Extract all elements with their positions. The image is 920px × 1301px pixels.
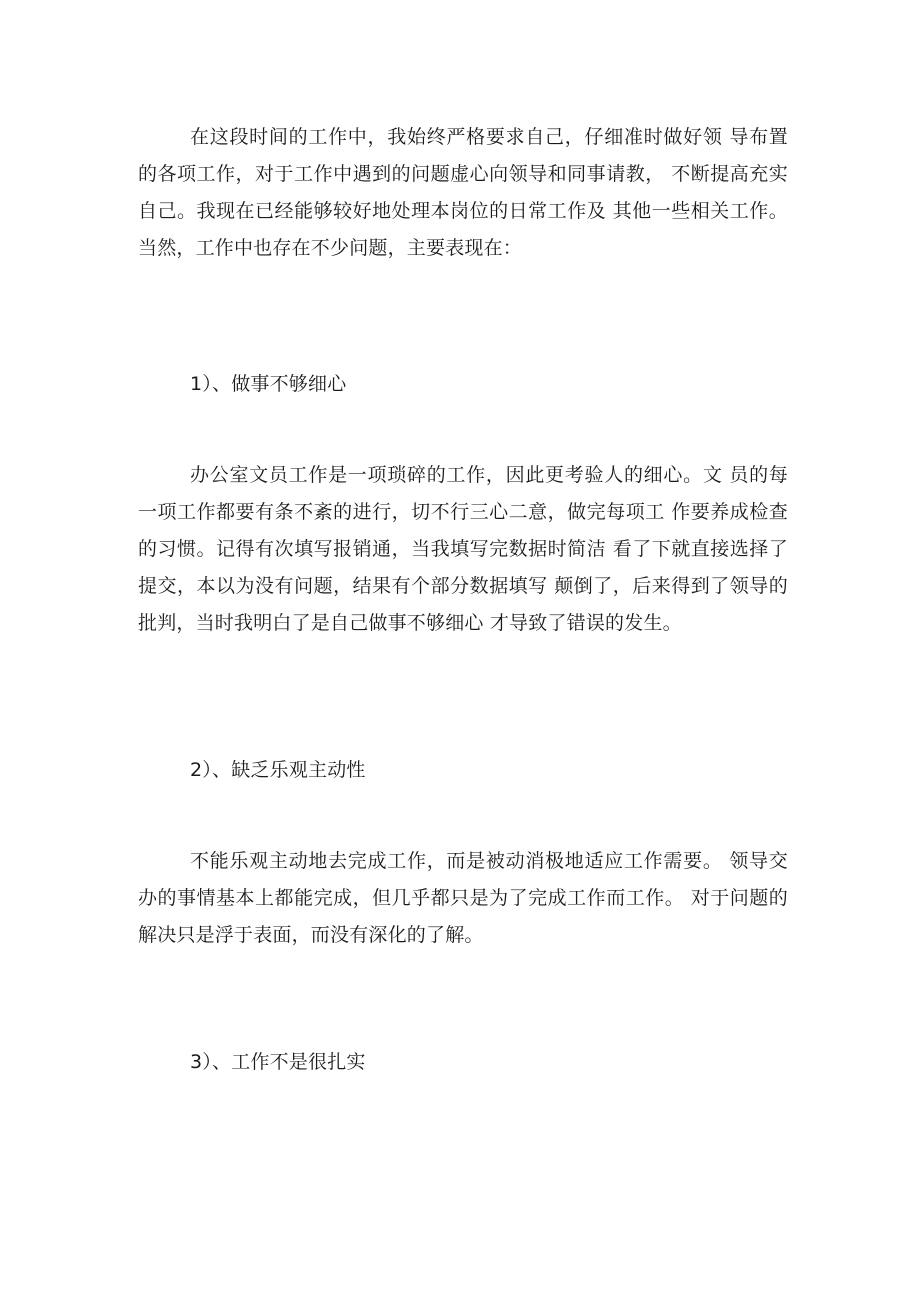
section-heading: 1）、做事不够细心 (190, 373, 347, 395)
body-paragraph: 在这段时间的工作中，我始终严格要求自己，仔细准时做好领 导布置的各项工作，对于工作中遇到的问题虚心向领导和同事请教， 不断提高充实自己。我现在已经能够较好地处理本岗位的日常工作及 其他一些相关工作。当然，工作中也存在不少问题，主要表现在： (138, 126, 788, 259)
section-heading: 3）、工作不是很扎实 (190, 1051, 366, 1073)
section-heading: 2）、缺乏乐观主动性 (190, 759, 366, 781)
body-paragraph: 办公室文员工作是一项琐碎的工作，因此更考验人的细心。文 员的每一项工作都要有条不紊的进行，切不行三心二意，做完每项工 作要养成检查的习惯。记得有次填写报销通，当我填写完数据时简洁 看了下就直接选择了提交，本以为没有问题，结果有个部分数据填写 颠倒了，后来得到了领导的批判，当时我明白了是自己做事不够细心 才导致了错误的发生。 (138, 464, 788, 634)
body-paragraph: 不能乐观主动地去完成工作，而是被动消极地适应工作需要。 领导交办的事情基本上都能完成，但几乎都只是为了完成工作而工作。 对于问题的解决只是浮于表面，而没有深化的了解。 (138, 850, 788, 946)
